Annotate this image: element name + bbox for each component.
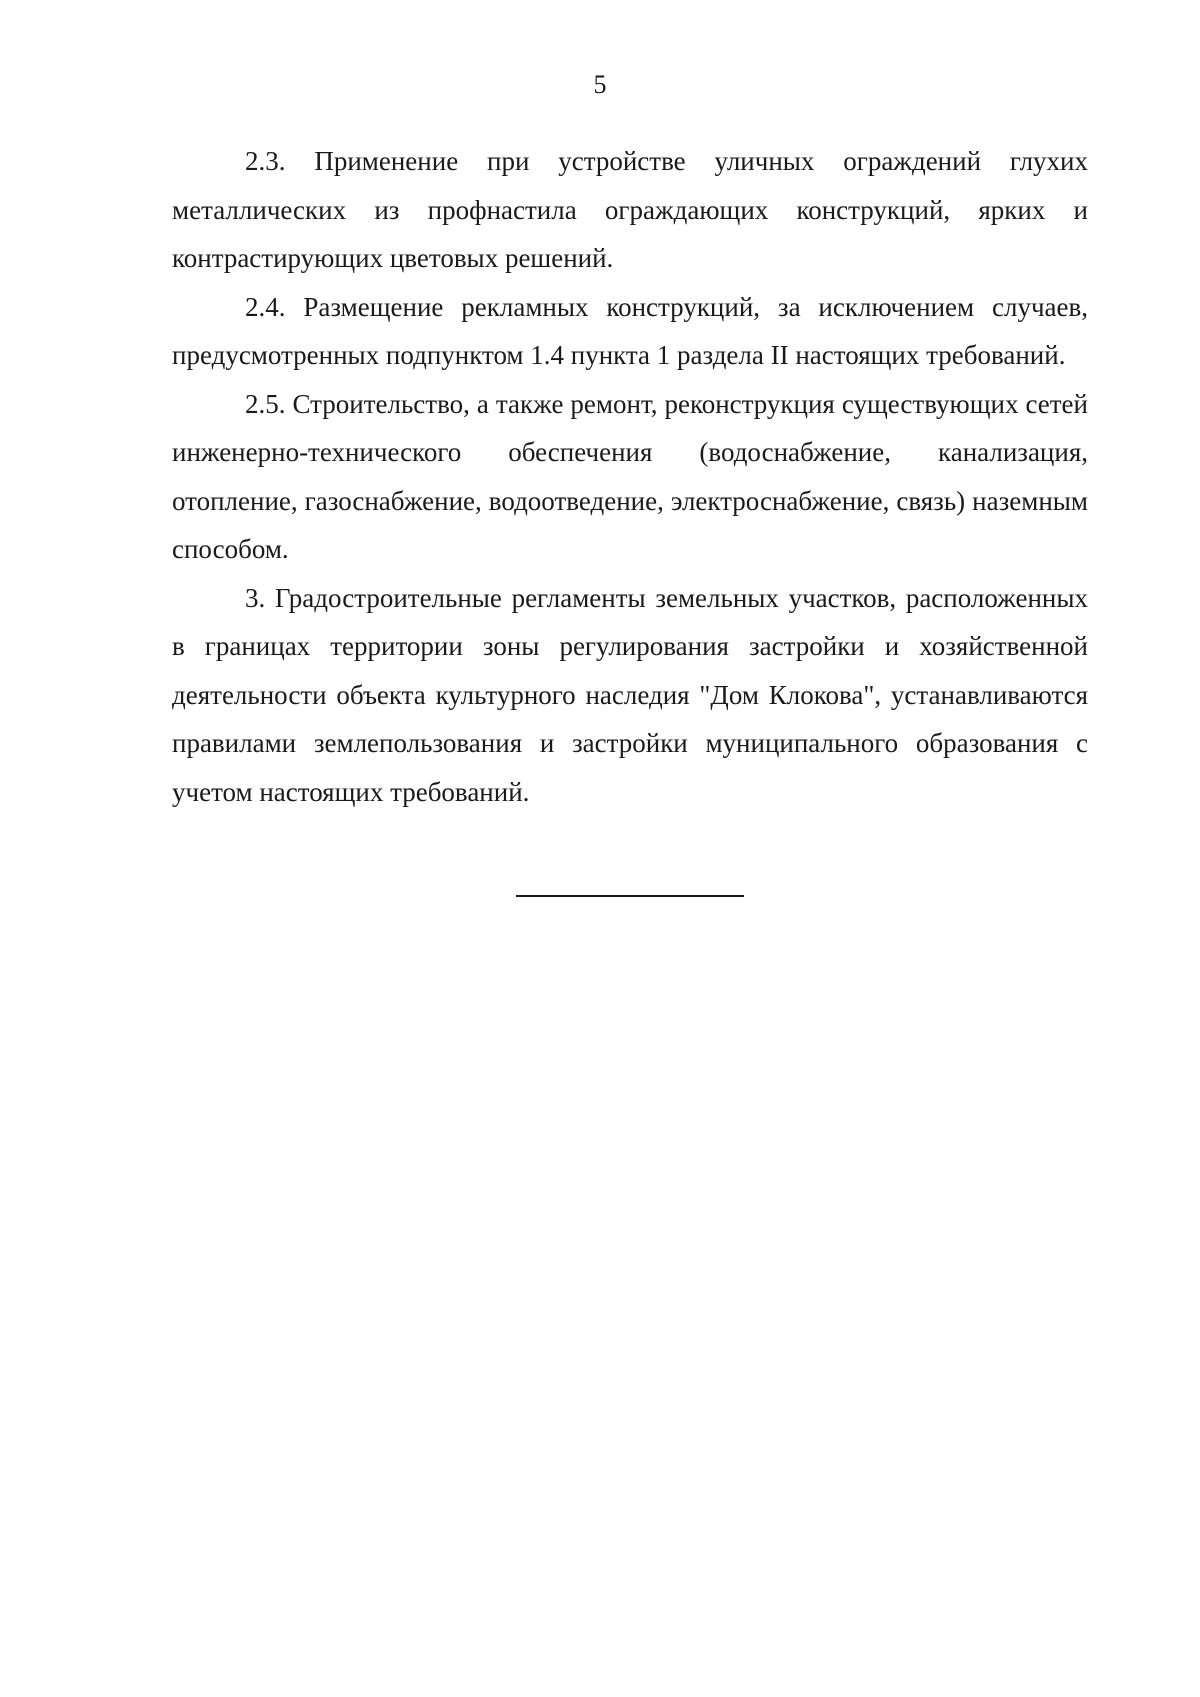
paragraph-2-5: 2.5. Строительство, а также ремонт, реконструкция существующих сетей инженерно-технического обеспечения (водоснабжение, канализация, отопление, газоснабжение, водоотведение, электроснабжение, связь) наземным способом. [172, 388, 1088, 564]
paragraph-3: 3. Градостроительные регламенты земельных участков, расположенных в границах территории зоны регулирования застройки и хозяйственной деятельности объекта культурного наследия "Дом Клокова", устанавливаются правилами землепользования и застройки муниципального образования с учетом настоящих требований. [172, 582, 1088, 807]
paragraph-2-3: 2.3. Применение при устройстве уличных ограждений глухих металлических из профнастила ограждающих конструкций, ярких и контрастирующих цветовых решений. [172, 146, 1088, 273]
page-number: 5 [593, 70, 607, 99]
document-body [172, 137, 1088, 816]
end-rule [516, 895, 744, 897]
paragraph-2-4: 2.4. Размещение рекламных конструкций, за исключением случаев, предусмотренных подпунктом 1.4 пункта 1 раздела II настоящих требований. [172, 291, 1088, 370]
